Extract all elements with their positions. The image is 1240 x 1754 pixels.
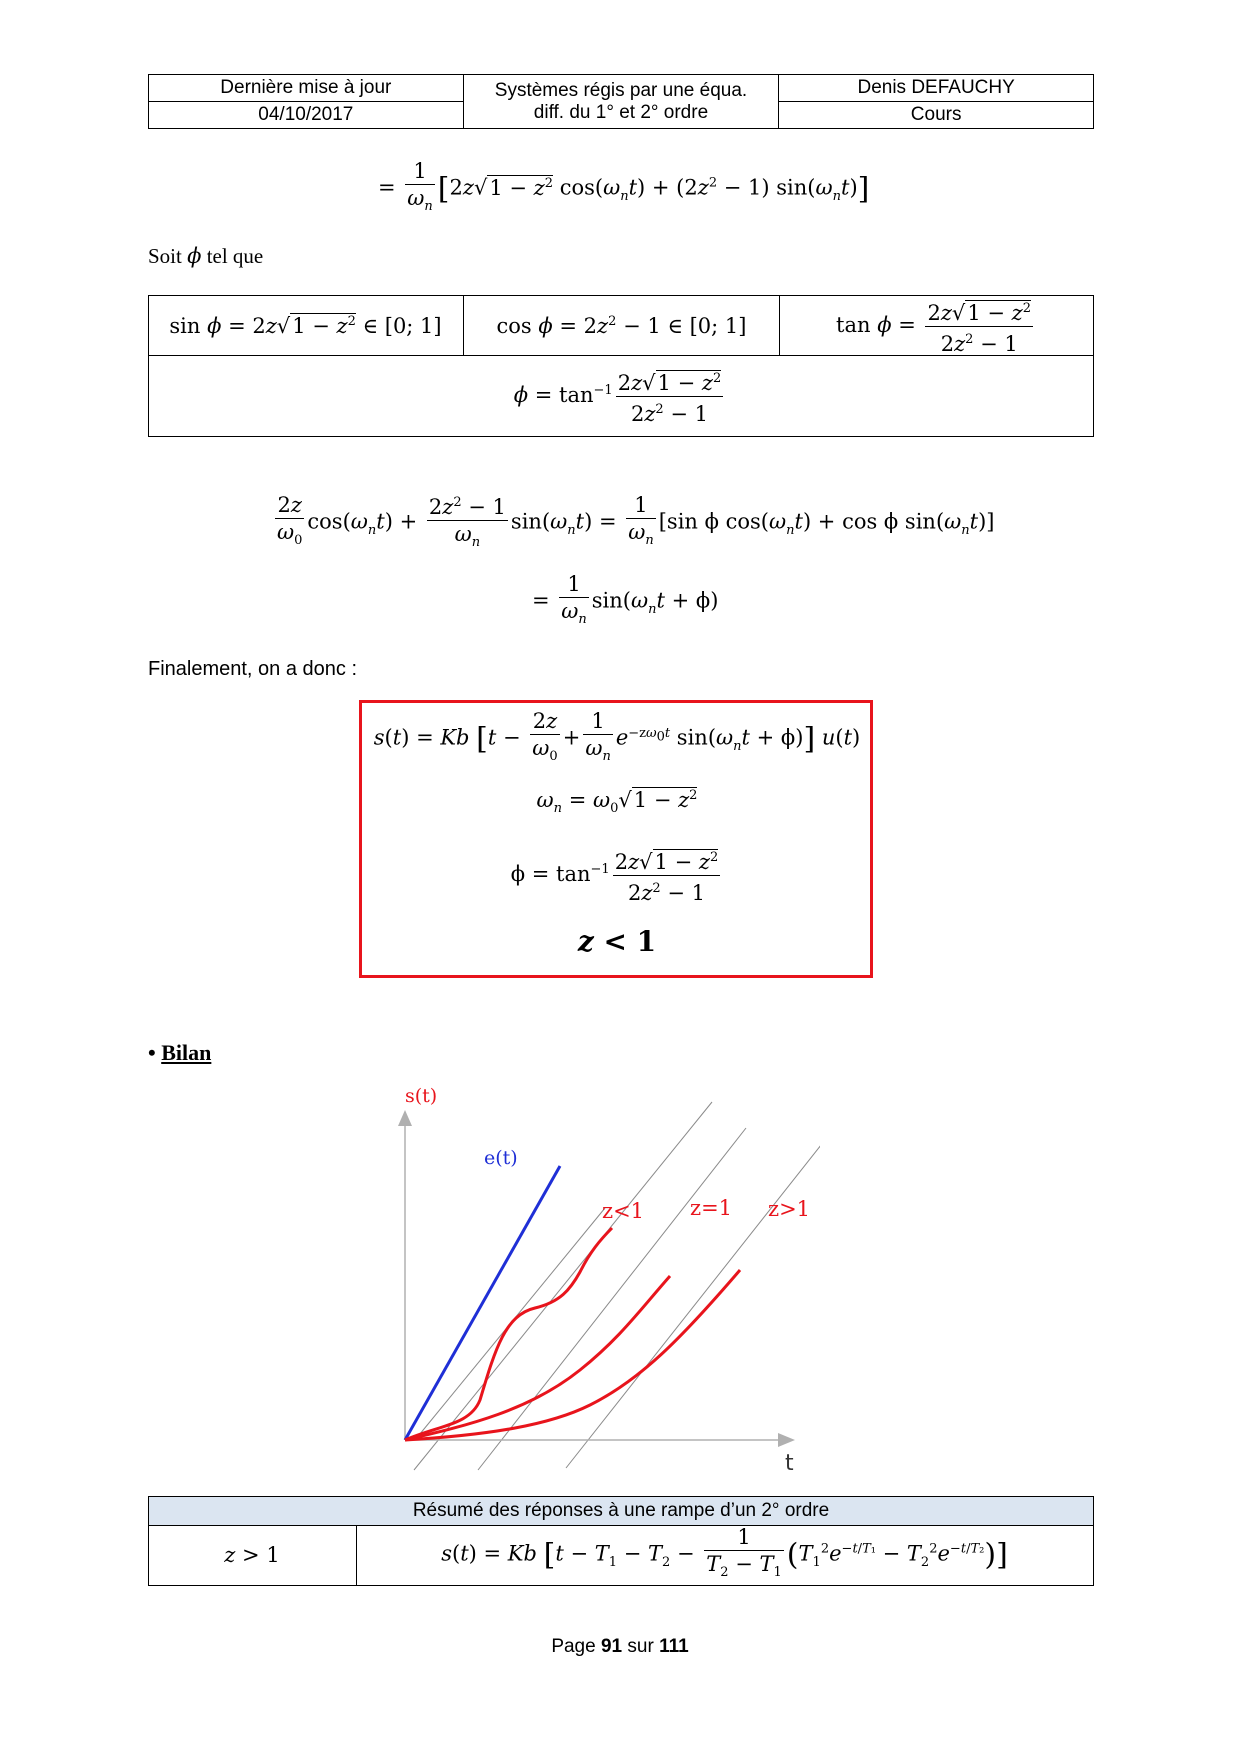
- response-z-eq-1: [405, 1276, 670, 1440]
- sin-phi-cell: $\sin \phi = 2z√1 - z^2$ ∈ [0; 1]: [169, 314, 442, 338]
- page-total: 111: [659, 1636, 689, 1657]
- bullet: •: [148, 1040, 156, 1065]
- response-z-gt-1: [405, 1270, 740, 1440]
- ramp-response-figure: [380, 1080, 820, 1480]
- curve-label-z-gt-1: z>1: [768, 1197, 811, 1221]
- asymptote-z-gt-1: [566, 1145, 820, 1468]
- bilan-title: Bilan: [161, 1040, 212, 1065]
- update-date: 04/10/2017: [149, 102, 464, 129]
- soit-prefix: Soit: [148, 244, 182, 268]
- curve-label-z-eq-1: z=1: [690, 1196, 733, 1220]
- input-label: e(t): [484, 1147, 518, 1169]
- result-condition: z < 1: [577, 925, 657, 958]
- phi-arctan-cell: $\phi = \tan^{-1}$ $\frac{2z√1 - z^2}{2z^2 - 1}$: [148, 357, 1092, 435]
- page-number: 91: [600, 1636, 623, 1657]
- soit-suffix: tel que: [206, 244, 264, 268]
- page-header: [148, 74, 1094, 129]
- summary-condition-cell: z > 1: [224, 1543, 280, 1567]
- result-phi: $\phi = \tan^{-1}$ $\frac{2z√1 - z^2}{2z^2 - 1}$: [372, 845, 862, 906]
- document-title: [463, 75, 779, 129]
- title-line-2: diff. du 1° et 2° ordre: [533, 101, 709, 123]
- page-footer: [0, 1636, 1240, 1658]
- equation-top: = $\frac{1}{\omega_n}$ [$2z√1 - z^2$ $\cos(\omega_nt) + (2z^2 - 1)$ $\sin(\omega_nt)$]: [378, 159, 870, 215]
- page-middle: sur: [627, 1636, 654, 1657]
- summary-formula-cell: s(t) = Kb [$t - T_1 - T_2$ − $\frac{1}{T_2 - T_1}$ $(T_1^2e^{-t/T_1} - T_2^2e^{-t/T_2})$]: [441, 1524, 1008, 1581]
- result-omega-n: $\omega_n = \omega_0√1 - z^2$: [536, 788, 698, 817]
- bilan-heading: [148, 1040, 211, 1066]
- last-update-label: Dernière mise à jour: [149, 75, 464, 102]
- cos-phi-cell: $\cos \phi = 2z^2 - 1$ ∈ [0; 1]: [496, 314, 747, 338]
- tan-phi-cell: tan ϕ = $\frac{2z√1 - z^2}{2z^2 - 1}$: [780, 296, 1092, 356]
- finalement-text: Finalement, on a donc :: [148, 658, 358, 680]
- document-type: Cours: [779, 102, 1094, 129]
- soit-phi-text: Soit ϕ tel que: [148, 244, 264, 268]
- result-s-equation: s(t) = Kb [t − $\frac{2z}{\omega_0}$ + $\frac{1}{\omega_n}$ $e^{-z\omega_0t}$ $\sin(\omega_nt + \phi)$] u(t): [373, 709, 861, 765]
- x-axis-label: t: [785, 1451, 794, 1476]
- author-name: Denis DEFAUCHY: [779, 75, 1094, 102]
- title-line-1: Systèmes régis par une équa.: [494, 79, 748, 101]
- asymptote-z-eq-1: [478, 1128, 746, 1470]
- x-axis-arrow-icon: [778, 1433, 795, 1447]
- curve-label-z-lt-1: z<1: [602, 1199, 645, 1223]
- equation-sum-2: = $\frac{1}{\omega_n}$ $\sin(\omega_nt + \phi)$: [532, 572, 719, 628]
- y-axis-arrow-icon: [398, 1110, 412, 1126]
- page-prefix: Page: [551, 1636, 596, 1657]
- summary-table-title: Résumé des réponses à une rampe d’un 2° ordre: [149, 1497, 1093, 1525]
- equation-sum: $\frac{2z}{\omega_0}$ $\cos(\omega_nt)$ + $\frac{2z^2 - 1}{\omega_n}$ $\sin(\omega_nt)$ = $\frac{1}{\omega_n}$ [sin ϕ $\cos(\omega_nt) + \cos \phi$ $\sin(\omega_nt)$]: [272, 490, 994, 556]
- y-axis-label: s(t): [405, 1085, 438, 1107]
